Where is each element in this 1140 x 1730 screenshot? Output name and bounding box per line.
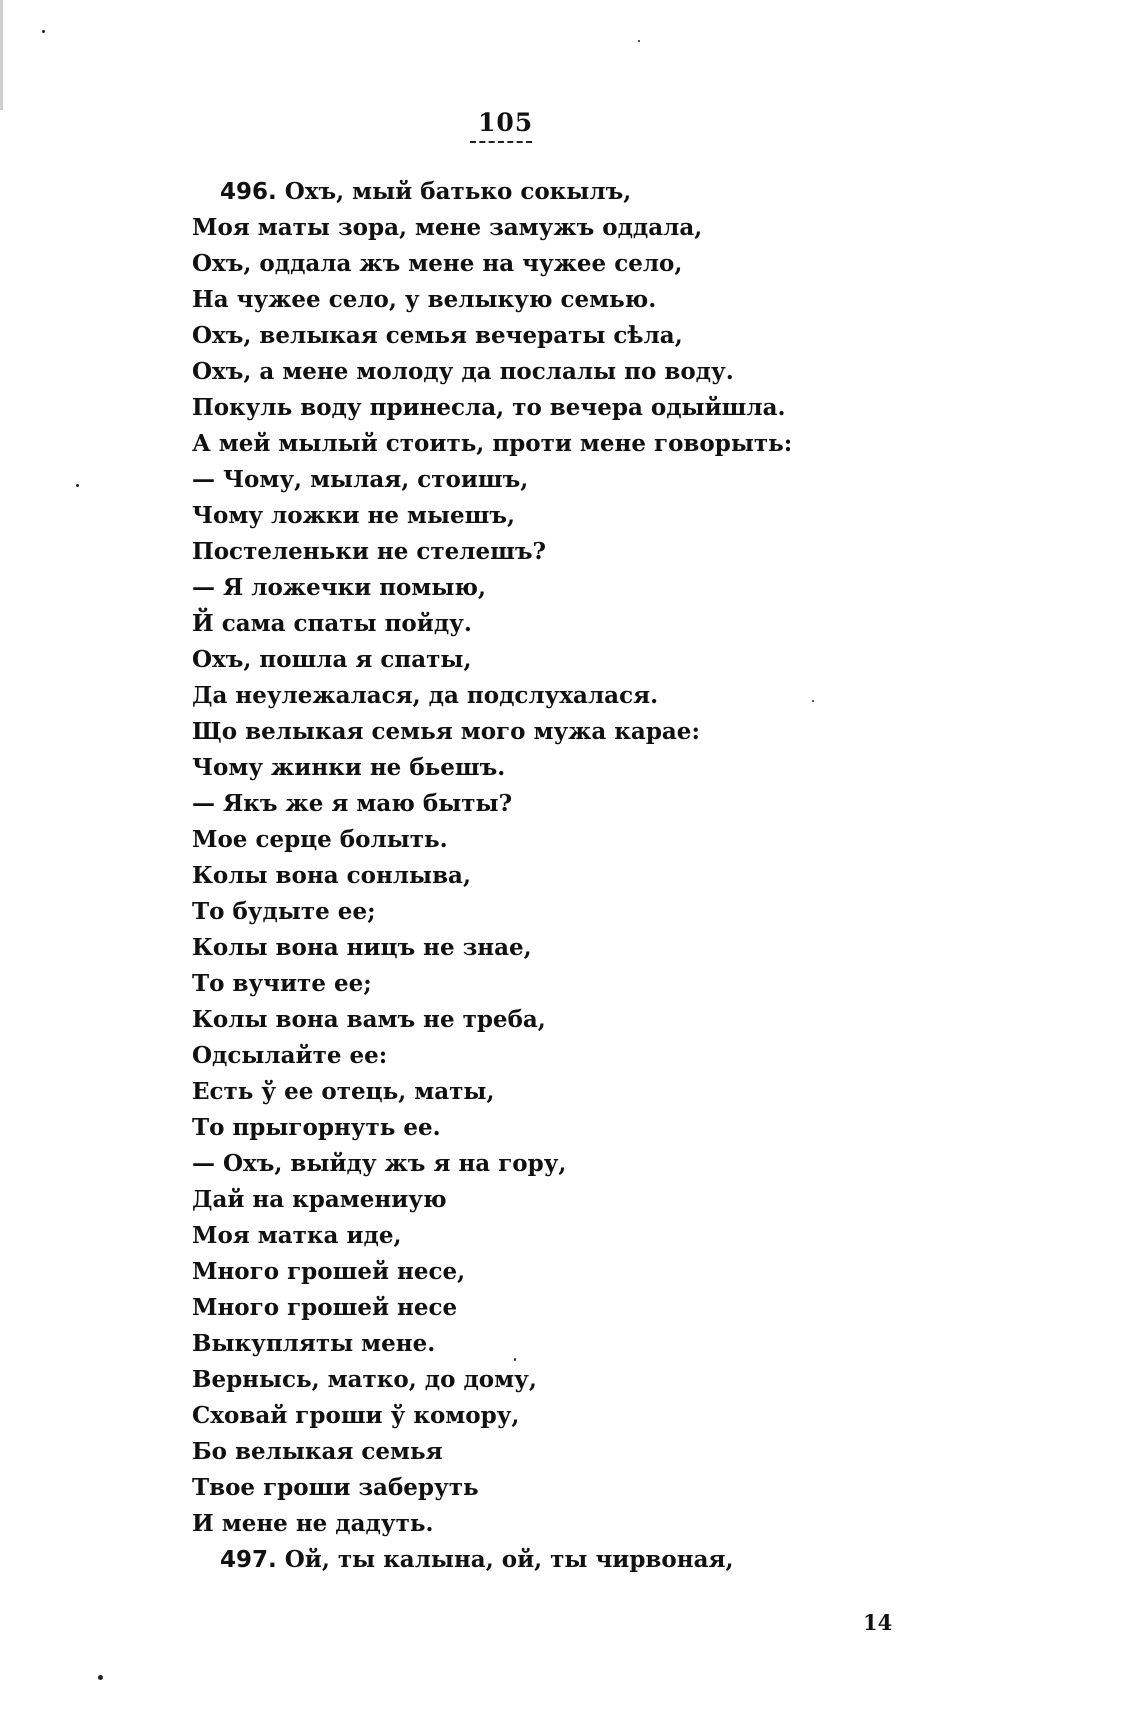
verse-line: Твое гроши заберуть xyxy=(192,1474,479,1501)
verse-line: Колы вона ницъ не знае, xyxy=(192,934,532,961)
verse-line: Выкупляты мене. xyxy=(192,1330,436,1357)
verse-line: Покуль воду принесла, то вечера одыйшла. xyxy=(192,394,786,421)
ink-speck xyxy=(514,1358,516,1361)
page-edge-mark xyxy=(0,0,3,110)
verse-line: На чужее село, у велыкую семью. xyxy=(192,286,657,313)
verse-text xyxy=(192,174,952,1578)
song-number: 497. xyxy=(220,1547,277,1573)
verse-line: То прыгорнуть ее. xyxy=(192,1114,441,1141)
verse-line: Охъ, пошла я спаты, xyxy=(192,646,472,673)
verse-line: Ой, ты калына, ой, ты чирвоная, xyxy=(284,1546,734,1573)
verse-line: Чому ложки не мыешъ, xyxy=(192,502,516,529)
verse-line: Вернысь, матко, до дому, xyxy=(192,1366,537,1393)
verse-line: — Охъ, выйду жъ я на гору, xyxy=(192,1150,567,1177)
verse-line: Дай на крамениую xyxy=(192,1186,447,1213)
ink-speck xyxy=(76,484,79,487)
verse-line: Й сама спаты пойду. xyxy=(192,610,472,637)
ink-speck xyxy=(812,700,814,702)
verse-line: А мей мылый стоить, проти мене говорыть: xyxy=(192,430,793,457)
ink-speck xyxy=(42,30,45,33)
song-496-first-line xyxy=(192,174,952,210)
verse-line: Да неулежалася, да подслухалася. xyxy=(192,682,659,709)
ink-speck xyxy=(638,40,640,42)
verse-line: Колы вона вамъ не треба, xyxy=(192,1006,546,1033)
verse-line: Постеленьки не стелешъ? xyxy=(192,538,546,565)
verse-line: Много грошей несе, xyxy=(192,1258,466,1285)
verse-line: Бо велыкая семья xyxy=(192,1438,443,1465)
verse-line: И мене не дадуть. xyxy=(192,1510,434,1537)
verse-line: Есть ў ее отець, маты, xyxy=(192,1078,495,1105)
verse-line: Колы вона сонлыва, xyxy=(192,862,471,889)
verse-line: Охъ, мый батько сокылъ, xyxy=(284,178,632,205)
verse-line: Моя маты зора, мене замужъ оддала, xyxy=(192,214,703,241)
verse-line: Охъ, велыкая семья вечераты сѣла, xyxy=(192,322,683,349)
verse-line: Моя матка иде, xyxy=(192,1222,402,1249)
ink-speck xyxy=(98,1675,103,1680)
verse-line: Охъ, а мене молоду да послалы по воду. xyxy=(192,358,734,385)
signature-mark: 14 xyxy=(863,1610,893,1635)
verse-line: То будыте ее; xyxy=(192,898,376,925)
verse-line: — Я ложечки помыю, xyxy=(192,574,487,601)
song-number: 496. xyxy=(220,179,277,205)
verse-line: — Якъ же я маю быты? xyxy=(192,790,513,817)
verse-line: То вучите ее; xyxy=(192,970,372,997)
page-number: 105 xyxy=(478,108,534,137)
verse-line: Охъ, оддала жъ мене на чужее село, xyxy=(192,250,683,277)
verse-line: Мое серце болыть. xyxy=(192,826,448,853)
verse-line: Що велыкая семья мого мужа карае: xyxy=(192,718,700,745)
page-number-rule xyxy=(470,141,532,143)
verse-line: Чому жинки не бьешъ. xyxy=(192,754,506,781)
verse-line: Сховай гроши ў комору, xyxy=(192,1402,520,1429)
verse-line: — Чому, мылая, стоишъ, xyxy=(192,466,529,493)
verse-line: Одсылайте ее: xyxy=(192,1042,388,1069)
verse-line: Много грошей несе xyxy=(192,1294,458,1321)
song-497-first-line xyxy=(192,1542,952,1578)
